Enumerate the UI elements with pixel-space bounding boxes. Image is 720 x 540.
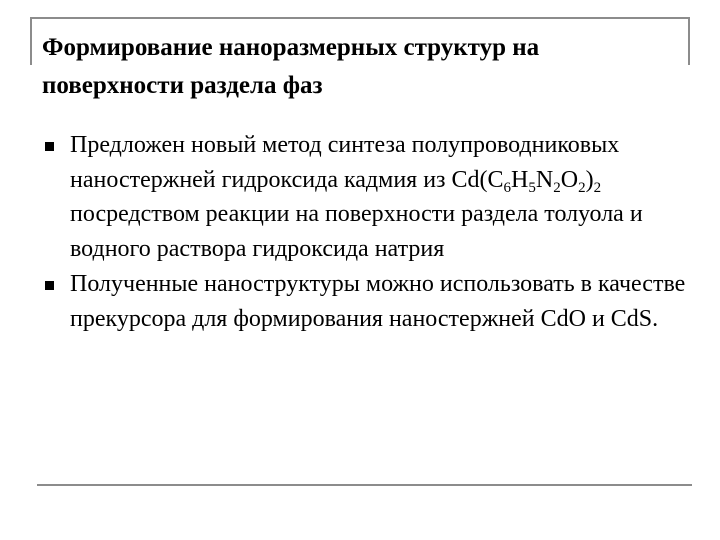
frame-left-line	[30, 17, 32, 65]
bullet-text-segment: посредством реакции на поверхности раздела толуола и водного раствора гидроксида натрия	[70, 201, 643, 263]
bullet-text	[70, 132, 643, 262]
bullet-text-segment: O	[560, 166, 579, 193]
subscript-digit: 2	[553, 179, 561, 196]
frame-right-line	[688, 17, 690, 65]
frame-bottom-line	[37, 484, 692, 486]
subscript-digit: 5	[528, 179, 536, 196]
bullet-text-segment: Предложен новый метод синтеза полупроводниковых наностержней гидроксида кадмия из Cd(C	[70, 132, 620, 193]
frame-top-line	[30, 17, 690, 19]
bullet-list	[40, 128, 690, 336]
subscript-digit: 2	[593, 179, 602, 196]
bullet-text-segment: N	[535, 166, 554, 193]
bullet-text-segment: )	[585, 166, 594, 193]
bullet-item	[40, 128, 690, 267]
subscript-digit: 6	[503, 179, 512, 196]
square-bullet-icon	[45, 281, 54, 290]
square-bullet-icon	[45, 142, 54, 151]
bullet-text	[70, 271, 685, 332]
subscript-digit: 2	[578, 179, 586, 196]
bullet-item	[40, 267, 690, 336]
bullet-text-segment: H	[511, 166, 529, 193]
bullet-text-segment: Полученные наноструктуры можно использовать в качестве прекурсора для формирования наностержней CdO и CdS.	[70, 270, 686, 332]
slide-title: Формирование наноразмерных структур на поверхности раздела фаз	[42, 34, 540, 99]
